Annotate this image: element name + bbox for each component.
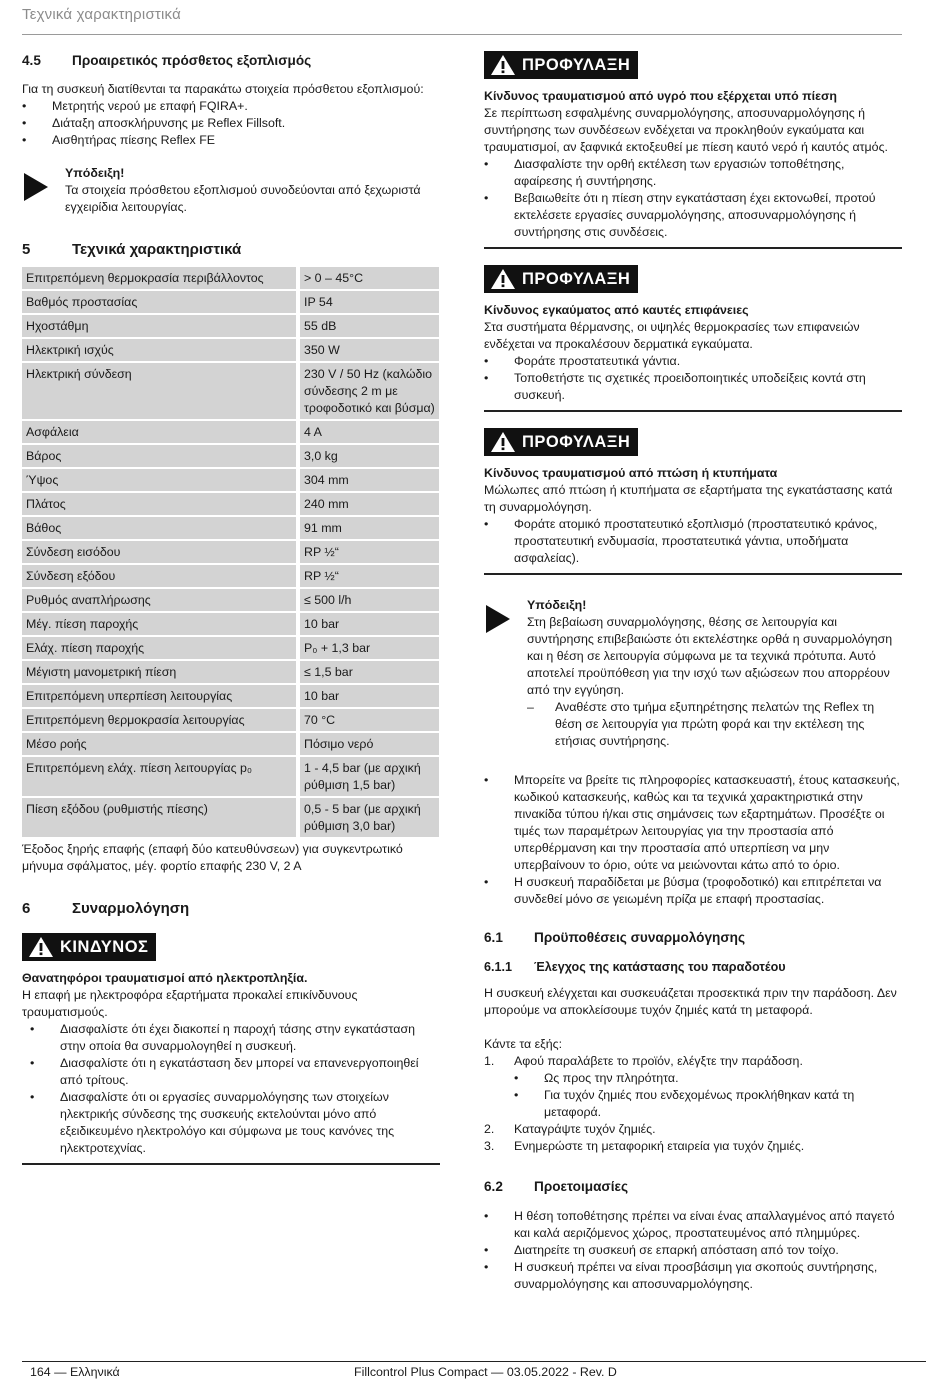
list-item: • Διασφαλίστε ότι έχει διακοπεί η παροχή τάσης στην εγκατάσταση στην οποία θα συναρμολογηθεί η συσκευή. — [30, 1021, 440, 1055]
section-title: Προϋποθέσεις συναρμολόγησης — [534, 930, 746, 945]
section-4-5-intro: Για τη συσκευή διατίθενται τα παρακάτω στοιχεία πρόσθετου εξοπλισμού: — [22, 82, 424, 96]
section-4-5-heading — [22, 51, 440, 71]
note-title: Υπόδειξη! — [65, 166, 125, 180]
delivery-check-text: Η συσκευή ελέγχεται και συσκευάζεται προσεκτικά πριν την παράδοση. Δεν μπορούμε να αποκλείσουμε τυχόν ζημιές κατά τη μεταφορά. — [484, 986, 897, 1017]
danger-label: ΚΙΝΔΥΝΟΣ — [60, 937, 149, 956]
note-text: Τα στοιχεία πρόσθετου εξοπλισμού συνοδεύονται από ξεχωριστά εγχειρίδια λειτουργίας. — [65, 183, 421, 214]
warning-triangle-icon — [28, 936, 54, 958]
sub-list — [514, 1070, 902, 1121]
list-item: • Διατηρείτε τη συσκευή σε επαρκή απόσταση από τον τοίχο. — [484, 1242, 902, 1259]
warning-triangle-icon — [490, 431, 516, 453]
table-row — [22, 661, 439, 683]
caution-text: Σε περίπτωση εσφαλμένης συναρμολόγησης, αποσυναρμολόγησης ή συντήρησης των συνδέσεων ενδέχεται να προκληθούν εγκαύματα και τραυματισμοί, αν ξαφνικά εκτοξευθεί με πίεση καυτό νερό ή καυτός ατμός. — [484, 106, 888, 154]
spec-label: Επιτρεπόμενη υπερπίεση λειτουργίας — [22, 685, 300, 707]
section-5-heading — [22, 240, 440, 260]
section-number: 6.1.1 — [484, 960, 513, 974]
section-title: Προαιρετικός πρόσθετος εξοπλισμός — [72, 53, 312, 68]
spec-label: Ρυθμός αναπλήρωσης — [22, 589, 300, 611]
spec-label: Ηλεκτρική σύνδεση — [22, 363, 300, 419]
spec-value: 230 V / 50 Hz (καλώδιο σύνδεσης 2 m με τροφοδοτικό και βύσμα) — [300, 363, 439, 419]
spec-label: Μέγ. πίεση παροχής — [22, 613, 300, 635]
spec-label: Επιτρεπόμενη θερμοκρασία λειτουργίας — [22, 709, 300, 731]
preparation-list — [484, 1208, 902, 1293]
spec-label: Βάρος — [22, 445, 300, 467]
section-number: 6.1 — [484, 930, 503, 945]
list-item: • Φοράτε ατομικό προστατευτικό εξοπλισμό (προστατευτικό κράνος, προστατευτική ενδυμασία, προστατευτικά γάντια, υποδήματα ασφαλείας). — [484, 516, 902, 567]
list-item: • Η συσκευή πρέπει να είναι προσβάσιμη για σκοπούς συντήρησης, συναρμολόγησης και αποσυναρμολόγησης. — [484, 1259, 902, 1293]
list-item: • Τοποθετήστε τις σχετικές προειδοποιητικές υποδείξεις κοντά στη συσκευή. — [484, 370, 902, 404]
list-item: • Διασφαλίστε ότι η εγκατάσταση δεν μπορεί να επανενεργοποιηθεί από τρίτους. — [30, 1055, 440, 1089]
spec-label: Ελάχ. πίεση παροχής — [22, 637, 300, 659]
info-bullets — [484, 772, 902, 908]
caution-badge — [484, 51, 638, 79]
table-row — [22, 445, 439, 467]
caution-badge — [484, 265, 638, 293]
section-title: Έλεγχος της κατάστασης του παραδοτέου — [534, 960, 786, 974]
section-number: 4.5 — [22, 53, 41, 68]
caution-heading: Κίνδυνος εγκαύματος από καυτές επιφάνειες — [484, 303, 749, 317]
table-row — [22, 685, 439, 707]
section-6-1-1-heading — [484, 957, 902, 977]
spec-value: 10 bar — [300, 685, 439, 707]
spec-value: 91 mm — [300, 517, 439, 539]
spec-label: Ύψος — [22, 469, 300, 491]
list-item: • Φοράτε προστατευτικά γάντια. — [484, 353, 902, 370]
table-row — [22, 709, 439, 731]
spec-label: Σύνδεση εξόδου — [22, 565, 300, 587]
note-dash-list — [527, 699, 902, 750]
note-box — [484, 597, 902, 750]
list-item: • Διασφαλίστε ότι οι εργασίες συναρμολόγησης των στοιχείων ηλεκτρικής σύνδεσης της συσκευής εκτελούνται μόνο από εξειδικευμένο ηλεκτρολόγο και σύμφωνα με τους κανόνες της ηλεκτροτεχνίας. — [30, 1089, 440, 1157]
table-row — [22, 315, 439, 337]
table-row — [22, 363, 439, 419]
left-column — [22, 51, 440, 1165]
note-box — [22, 165, 440, 216]
instruction-lead: Κάντε τα εξής: — [484, 1037, 563, 1051]
table-row — [22, 589, 439, 611]
spec-label: Βάθος — [22, 517, 300, 539]
spec-value: ≤ 500 l/h — [300, 589, 439, 611]
table-row — [22, 291, 439, 313]
list-item: • Ως προς την πληρότητα. — [514, 1070, 902, 1087]
caution-block-pressure — [484, 51, 902, 249]
caution-label: ΠΡΟΦΥΛΑΞΗ — [522, 55, 631, 74]
caution-list — [484, 516, 902, 567]
spec-label: Επιτρεπόμενη θερμοκρασία περιβάλλοντος — [22, 267, 300, 289]
spec-label: Επιτρεπόμενη ελάχ. πίεση λειτουργίας p₀ — [22, 757, 300, 796]
spec-value: 55 dB — [300, 315, 439, 337]
spec-value: Πόσιμο νερό — [300, 733, 439, 755]
page-header-title: Τεχνικά χαρακτηριστικά — [22, 6, 181, 23]
table-row — [22, 493, 439, 515]
spec-label: Μέγιστη μανομετρική πίεση — [22, 661, 300, 683]
spec-value: > 0 – 45°C — [300, 267, 439, 289]
section-6-1-heading — [484, 928, 902, 948]
spec-value: 4 A — [300, 421, 439, 443]
section-title: Προετοιμασίες — [534, 1179, 629, 1194]
play-arrow-icon — [24, 173, 48, 201]
spec-label: Σύνδεση εισόδου — [22, 541, 300, 563]
table-row — [22, 733, 439, 755]
section-title: Συναρμολόγηση — [72, 900, 190, 917]
spec-label: Ηλεκτρική ισχύς — [22, 339, 300, 361]
spec-label: Μέσο ροής — [22, 733, 300, 755]
section-title: Τεχνικά χαρακτηριστικά — [72, 241, 242, 258]
caution-list — [484, 156, 902, 241]
play-arrow-icon — [486, 605, 510, 633]
caution-heading: Κίνδυνος τραυματισμού από πτώση ή κτυπήματα — [484, 466, 778, 480]
danger-block — [22, 933, 440, 1165]
delivery-steps — [484, 1053, 902, 1155]
dry-contact-footnote: Έξοδος ξηρής επαφής (επαφή δύο κατευθύνσεων) για συγκεντρωτικό μήνυμα σφάλματος, μέγ. φορτίο επαφής 230 V, 2 A — [22, 842, 403, 873]
list-item: • Διασφαλίστε την ορθή εκτέλεση των εργασιών τοποθέτησης, αφαίρεσης ή συντήρησης. — [484, 156, 902, 190]
spec-value: 240 mm — [300, 493, 439, 515]
caution-label: ΠΡΟΦΥΛΑΞΗ — [522, 432, 631, 451]
spec-value: 0,5 - 5 bar (με αρχική ρύθμιση 3,0 bar) — [300, 798, 439, 837]
spec-value: 3,0 kg — [300, 445, 439, 467]
spec-value: 304 mm — [300, 469, 439, 491]
spec-label: Πλάτος — [22, 493, 300, 515]
list-item: • Η συσκευή παραδίδεται με βύσμα (τροφοδοτικό) και επιτρέπεται να συνδεθεί μόνο σε γειωμένη πρίζα με επαφή προστασίας. — [484, 874, 902, 908]
danger-heading: Θανατηφόροι τραυματισμοί από ηλεκτροπληξία. — [22, 971, 308, 985]
table-row — [22, 637, 439, 659]
note-title: Υπόδειξη! — [527, 598, 587, 612]
spec-value: 70 °C — [300, 709, 439, 731]
section-number: 5 — [22, 241, 31, 258]
footer-page-number: 164 — Ελληνικά — [30, 1365, 120, 1379]
spec-label: Ηχοστάθμη — [22, 315, 300, 337]
section-number: 6.2 — [484, 1179, 503, 1194]
technical-data-table — [22, 265, 439, 839]
danger-list — [30, 1021, 440, 1157]
table-row — [22, 757, 439, 796]
caution-block-falls — [484, 428, 902, 575]
table-row — [22, 339, 439, 361]
spec-label: Ασφάλεια — [22, 421, 300, 443]
header-rule — [22, 34, 902, 35]
footer-document-info: Fillcontrol Plus Compact — 03.05.2022 - Rev. D — [354, 1365, 617, 1379]
accessory-list — [22, 98, 440, 149]
right-column — [484, 51, 902, 1293]
danger-badge — [22, 933, 156, 961]
spec-value: RP ½“ — [300, 565, 439, 587]
list-item: 1. Αφού παραλάβετε το προϊόν, ελέγξτε την παράδοση. • Ως προς την πληρότητα. • Για τυχόν ζημιές που ενδεχομένως προκλήθηκαν κατά τη μεταφορά. — [484, 1053, 902, 1121]
spec-value: P₀ + 1,3 bar — [300, 637, 439, 659]
table-row — [22, 565, 439, 587]
table-row — [22, 517, 439, 539]
table-row — [22, 541, 439, 563]
spec-value: 10 bar — [300, 613, 439, 635]
caution-text: Στα συστήματα θέρμανσης, οι υψηλές θερμοκρασίες των επιφανειών ενδέχεται να προκαλέσουν δερματικά εγκαύματα. — [484, 320, 860, 351]
spec-label: Βαθμός προστασίας — [22, 291, 300, 313]
list-item: • Βεβαιωθείτε ότι η πίεση στην εγκατάσταση έχει εκτονωθεί, προτού εκτελέσετε εργασίες συναρμολόγησης, αποσυναρμολόγησης ή συντήρησης στις συνδέσεις. — [484, 190, 902, 241]
caution-list — [484, 353, 902, 404]
table-row — [22, 267, 439, 289]
caution-badge — [484, 428, 638, 456]
section-6-heading — [22, 899, 440, 919]
spec-value: IP 54 — [300, 291, 439, 313]
table-row — [22, 469, 439, 491]
spec-label: Πίεση εξόδου (ρυθμιστής πίεσης) — [22, 798, 300, 837]
list-item: • Αισθητήρας πίεσης Reflex FE — [22, 132, 440, 149]
warning-triangle-icon — [490, 54, 516, 76]
table-row — [22, 421, 439, 443]
list-item: • Η θέση τοποθέτησης πρέπει να είναι ένας απαλλαγμένος από παγετό και καλά αεριζόμενος χώρος, προστατευμένος από πλημμύρες. — [484, 1208, 902, 1242]
list-item: • Μετρητής νερού με επαφή FQIRA+. — [22, 98, 440, 115]
table-row — [22, 613, 439, 635]
spec-value: 350 W — [300, 339, 439, 361]
spec-value: RP ½“ — [300, 541, 439, 563]
list-item: • Διάταξη αποσκλήρυνσης με Reflex Fillsoft. — [22, 115, 440, 132]
footer-rule — [22, 1361, 926, 1362]
list-item: 2. Καταγράψτε τυχόν ζημιές. — [484, 1122, 656, 1136]
section-6-2-heading — [484, 1177, 902, 1197]
danger-text: Η επαφή με ηλεκτροφόρα εξαρτήματα προκαλεί επικίνδυνους τραυματισμούς. — [22, 988, 358, 1019]
note-text: Στη βεβαίωση συναρμολόγησης, θέσης σε λειτουργία και συντήρησης επιβεβαιώστε ότι εκτελέστηκε ορθά η συναρμολόγηση και η θέση σε λειτουργία σύμφωνα με τα τεχνικά πρότυπα. Αυτό αποτελεί προϋπόθεση για την ισχύ των αξιώσεων που απορρέουν από την εγγύηση. — [527, 615, 893, 697]
caution-heading: Κίνδυνος τραυματισμού από υγρό που εξέρχεται υπό πίεση — [484, 89, 838, 103]
spec-value: 1 - 4,5 bar (με αρχική ρύθμιση 1,5 bar) — [300, 757, 439, 796]
list-item: • Μπορείτε να βρείτε τις πληροφορίες κατασκευαστή, έτους κατασκευής, κωδικού κατασκευής, καθώς και τα τεχνικά χαρακτηριστικά στην πινακίδα τύπου ή/και στις σημάνσεις των εξαρτημάτων. Προσέξτε οι τιμές των παραμέτρων λειτουργίας για την προστασία από υπερθέρμανση και την προστασία από υπερπίεση να μην υπερβαίνουν το όριο, ούτε να μειώνονται κάτω από το όριο. — [484, 772, 902, 874]
spec-value: ≤ 1,5 bar — [300, 661, 439, 683]
caution-text: Μώλωπες από πτώση ή κτυπήματα σε εξαρτήματα της εγκατάστασης κατά τη συναρμολόγηση. — [484, 483, 893, 514]
table-row — [22, 798, 439, 837]
caution-label: ΠΡΟΦΥΛΑΞΗ — [522, 269, 631, 288]
section-number: 6 — [22, 900, 31, 917]
list-item: 3. Ενημερώστε τη μεταφορική εταιρεία για τυχόν ζημιές. — [484, 1139, 805, 1153]
warning-triangle-icon — [490, 268, 516, 290]
list-item: – Αναθέστε στο τμήμα εξυπηρέτησης πελατών της Reflex τη θέση σε λειτουργία για πρώτη φορά και την εκτέλεση της ετήσιας συντήρησης. — [527, 699, 902, 750]
list-item: • Για τυχόν ζημιές που ενδεχομένως προκλήθηκαν κατά τη μεταφορά. — [514, 1087, 902, 1121]
caution-block-hot-surfaces — [484, 265, 902, 412]
